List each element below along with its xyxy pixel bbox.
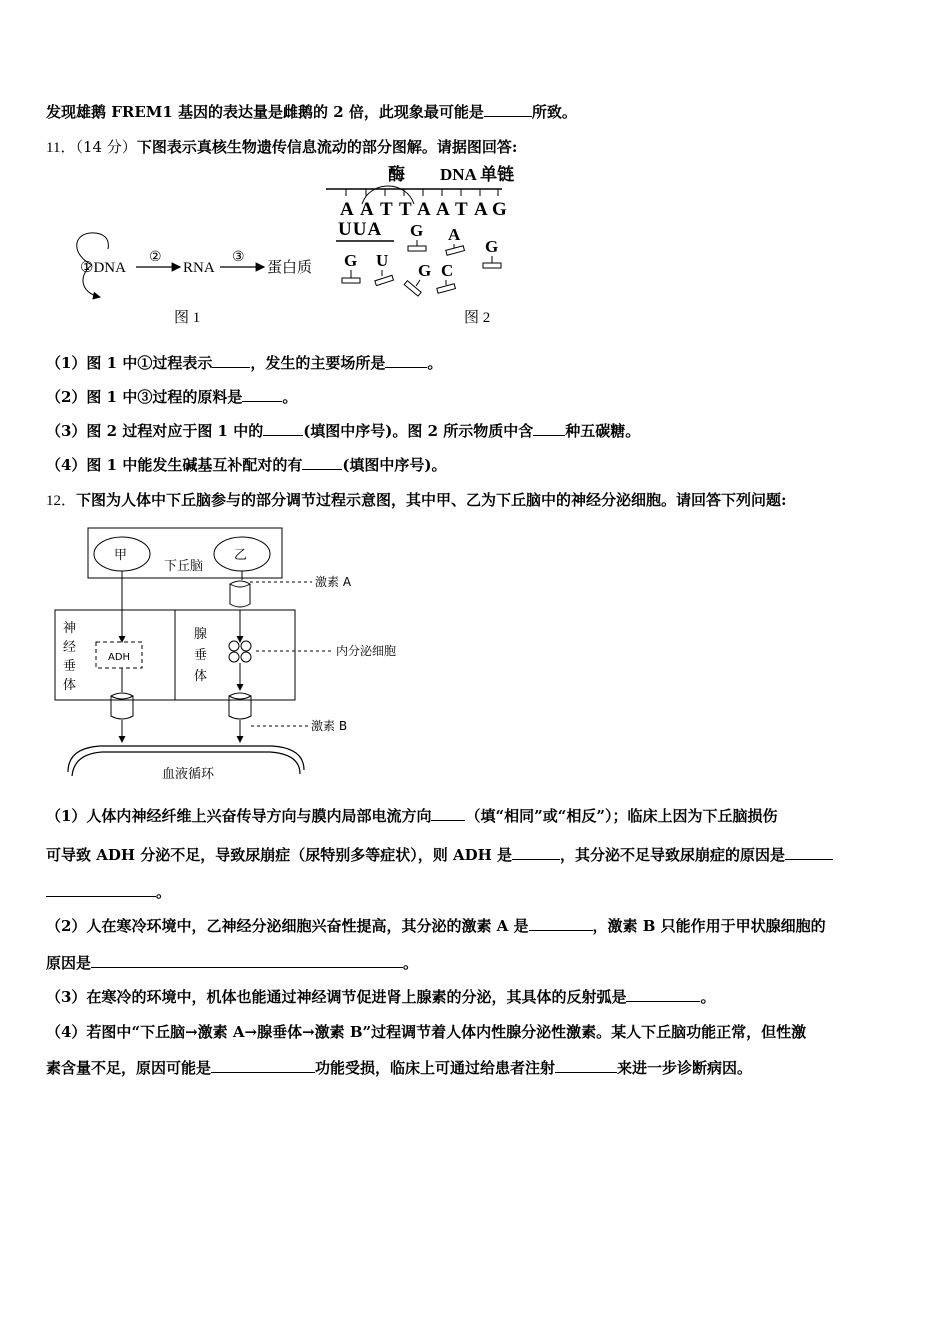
q11-sub1 [46,353,442,373]
free-nucleotide-g2 [483,237,501,268]
q12-sub1-line3 [46,882,171,902]
fig2-enzyme: 酶 [388,165,405,184]
q11-sub3-a: （3）图 2 过程对应于图 1 中的 [46,422,264,440]
q12-sub3-text: （3）在寒冷的环境中，机体也能通过神经调节促进肾上腺素的分泌，其具体的反射弧是 [46,988,627,1006]
fig1-dna: ①DNA [80,260,126,276]
svg-text:G: G [410,221,424,240]
answer-blank[interactable] [512,845,560,860]
q10-tail-line [46,102,577,122]
q10-text-end: 所致。 [531,103,577,121]
free-nucleotide-c [437,261,456,293]
q11-sub2-b: 。 [282,388,298,406]
fig1-protein: 蛋白质 [267,260,313,276]
answer-blank[interactable] [263,421,303,436]
question-points: （14 分） [75,138,137,156]
q12-sub4-text: （4）若图中“下丘脑→激素 A→腺垂体→激素 B”过程调节着人体内性腺分泌性激素。某人下丘脑功能正常，但性激 [46,1023,807,1041]
q12-sub1-text: （填“相同”或“相反”）；临床上因为下丘脑损伤 [465,807,778,825]
answer-blank[interactable] [484,102,532,117]
q11-sub3-c: 种五碳糖。 [565,422,641,440]
dna-base-3: T [399,199,412,220]
endocrine-label: 内分泌细胞 [336,644,397,658]
q12-sub2-line1 [46,916,826,936]
free-nucleotide-g4 [404,261,431,296]
q12-sub3-text: 。 [700,988,716,1006]
q12-sub4-line2 [46,1058,752,1078]
q12-sub2-text: （2）人在寒冷环境中，乙神经分泌细胞兴奋性提高，其分泌的激素 A 是 [46,917,529,935]
fig1-rna: RNA [183,260,215,276]
answer-blank[interactable] [211,1058,315,1073]
q12-sub1-text: ，其分泌不足导致尿崩症的原因是 [560,846,786,864]
neuro-pituitary-char: 体 [63,678,77,693]
free-nucleotide-g3 [342,251,360,283]
q12-sub4-line1 [46,1022,806,1042]
q11-sub3-b: (填图中序号)。图 2 所示物质中含 [303,422,534,440]
q11-sub1-a: （1）图 1 中①过程表示 [46,354,213,372]
answer-blank[interactable] [555,1058,617,1073]
dna-base-4: A [417,199,431,220]
q12-sub4-text: 素含量不足，原因可能是 [46,1059,212,1077]
svg-text:C: C [441,261,454,280]
fig1-step3: ③ [232,250,245,265]
answer-blank[interactable] [431,806,465,821]
q11-sub3 [46,421,640,441]
hypothalamus-label: 下丘脑 [164,559,204,574]
answer-blank[interactable] [529,916,593,931]
q12-sub4-text: 来进一步诊断病因。 [617,1059,753,1077]
question-number: 11． [46,140,76,156]
q12-sub1-line1 [46,806,777,826]
q10-text: 发现雄鹅 FREM1 基因的表达量是雌鹅的 2 倍，此现象最可能是 [46,103,484,121]
free-nucleotide-a [446,225,465,255]
dna-base-0: A [340,199,354,220]
figure-2 [322,160,532,335]
svg-text:G: G [485,237,499,256]
answer-blank[interactable] [242,387,282,402]
q11-sub4 [46,455,447,475]
cell-jia-label: 甲 [114,548,128,563]
vesicle-hormone-b [229,693,251,719]
answer-blank[interactable] [626,987,700,1002]
q12-sub1-line2 [46,845,833,865]
answer-blank[interactable] [302,455,342,470]
svg-text:G: G [344,251,358,270]
adh-label: ADH [108,652,131,663]
fig1-caption: 图 1 [174,310,201,326]
dna-base-2: T [380,199,393,220]
adeno-pituitary-char: 腺 [194,627,208,642]
hypothalamus-diagram [50,520,430,790]
dna-base-8: G [492,199,507,220]
fig2-strand-label: DNA 单链 [440,165,515,184]
figure-1 [70,225,330,335]
q11-sub1-b: ，发生的主要场所是 [250,354,386,372]
q12-sub4-text: 功能受损，临床上可通过给患者注射 [315,1059,556,1077]
answer-blank[interactable] [785,845,833,860]
question-prompt: 下图为人体中下丘脑参与的部分调节过程示意图，其中甲、乙为下丘脑中的神经分泌细胞。请回答下列问题: [76,491,787,509]
answer-blank[interactable] [212,353,250,368]
q11-sub2 [46,387,297,407]
svg-text:A: A [448,225,461,244]
dna-base-1: A [360,199,374,220]
free-nucleotide-g1 [408,221,426,251]
answer-blank[interactable] [91,953,403,968]
q11-sub4-a: （4）图 1 中能发生碱基互补配对的有 [46,456,303,474]
q12-sub1-text: 。 [156,883,172,901]
free-nucleotide-u [375,251,394,286]
adeno-pituitary-char: 体 [194,669,208,684]
q12-sub2-line2 [46,953,418,973]
dna-base-7: A [474,199,488,220]
svg-text:U: U [376,251,389,270]
blood-label: 血液循环 [162,767,215,782]
q12-sub2-text: ，激素 B 只能作用于甲状腺细胞的 [592,917,826,935]
vesicle-adh [111,693,133,719]
hormone-b-label: 激素 B [311,719,348,733]
q12-sub3 [46,987,715,1007]
answer-blank[interactable] [385,353,427,368]
q12-heading [46,490,787,511]
cell-yi-label: 乙 [234,548,248,563]
q12-sub1-text: （1）人体内神经纤维上兴奋传导方向与膜内局部电流方向 [46,807,432,825]
endocrine-cells [229,641,251,662]
q11-sub1-c: 。 [427,354,443,372]
dna-base-6: T [455,199,468,220]
q12-sub1-text: 可导致 ADH 分泌不足，导致尿崩症（尿特别多等症状），则 ADH 是 [46,846,513,864]
question-prompt: 下图表示真核生物遗传信息流动的部分图解。请据图回答: [136,138,518,156]
neuro-pituitary-char: 垂 [63,659,77,674]
q11-sub4-b: (填图中序号)。 [342,456,447,474]
q11-sub2-a: （2）图 1 中③过程的原料是 [46,388,243,406]
neuro-pituitary-char: 神 [63,621,77,636]
q12-sub2-text: 。 [403,954,419,972]
fig2-caption: 图 2 [464,310,491,326]
question-number: 12． [46,493,77,509]
hormone-a-label: 激素 A [315,575,352,589]
dna-ticks [346,189,498,196]
rna-bases: UUA [338,219,383,240]
adeno-pituitary-char: 垂 [194,648,208,663]
q11-heading [46,137,517,158]
answer-blank[interactable] [533,421,565,436]
dna-base-5: A [436,199,450,220]
q12-sub2-text: 原因是 [46,954,92,972]
neuro-pituitary-char: 经 [63,640,77,655]
fig1-step2: ② [149,250,162,265]
svg-text:G: G [418,261,432,280]
vesicle-hormone-a [230,581,250,607]
answer-blank[interactable] [46,882,156,897]
